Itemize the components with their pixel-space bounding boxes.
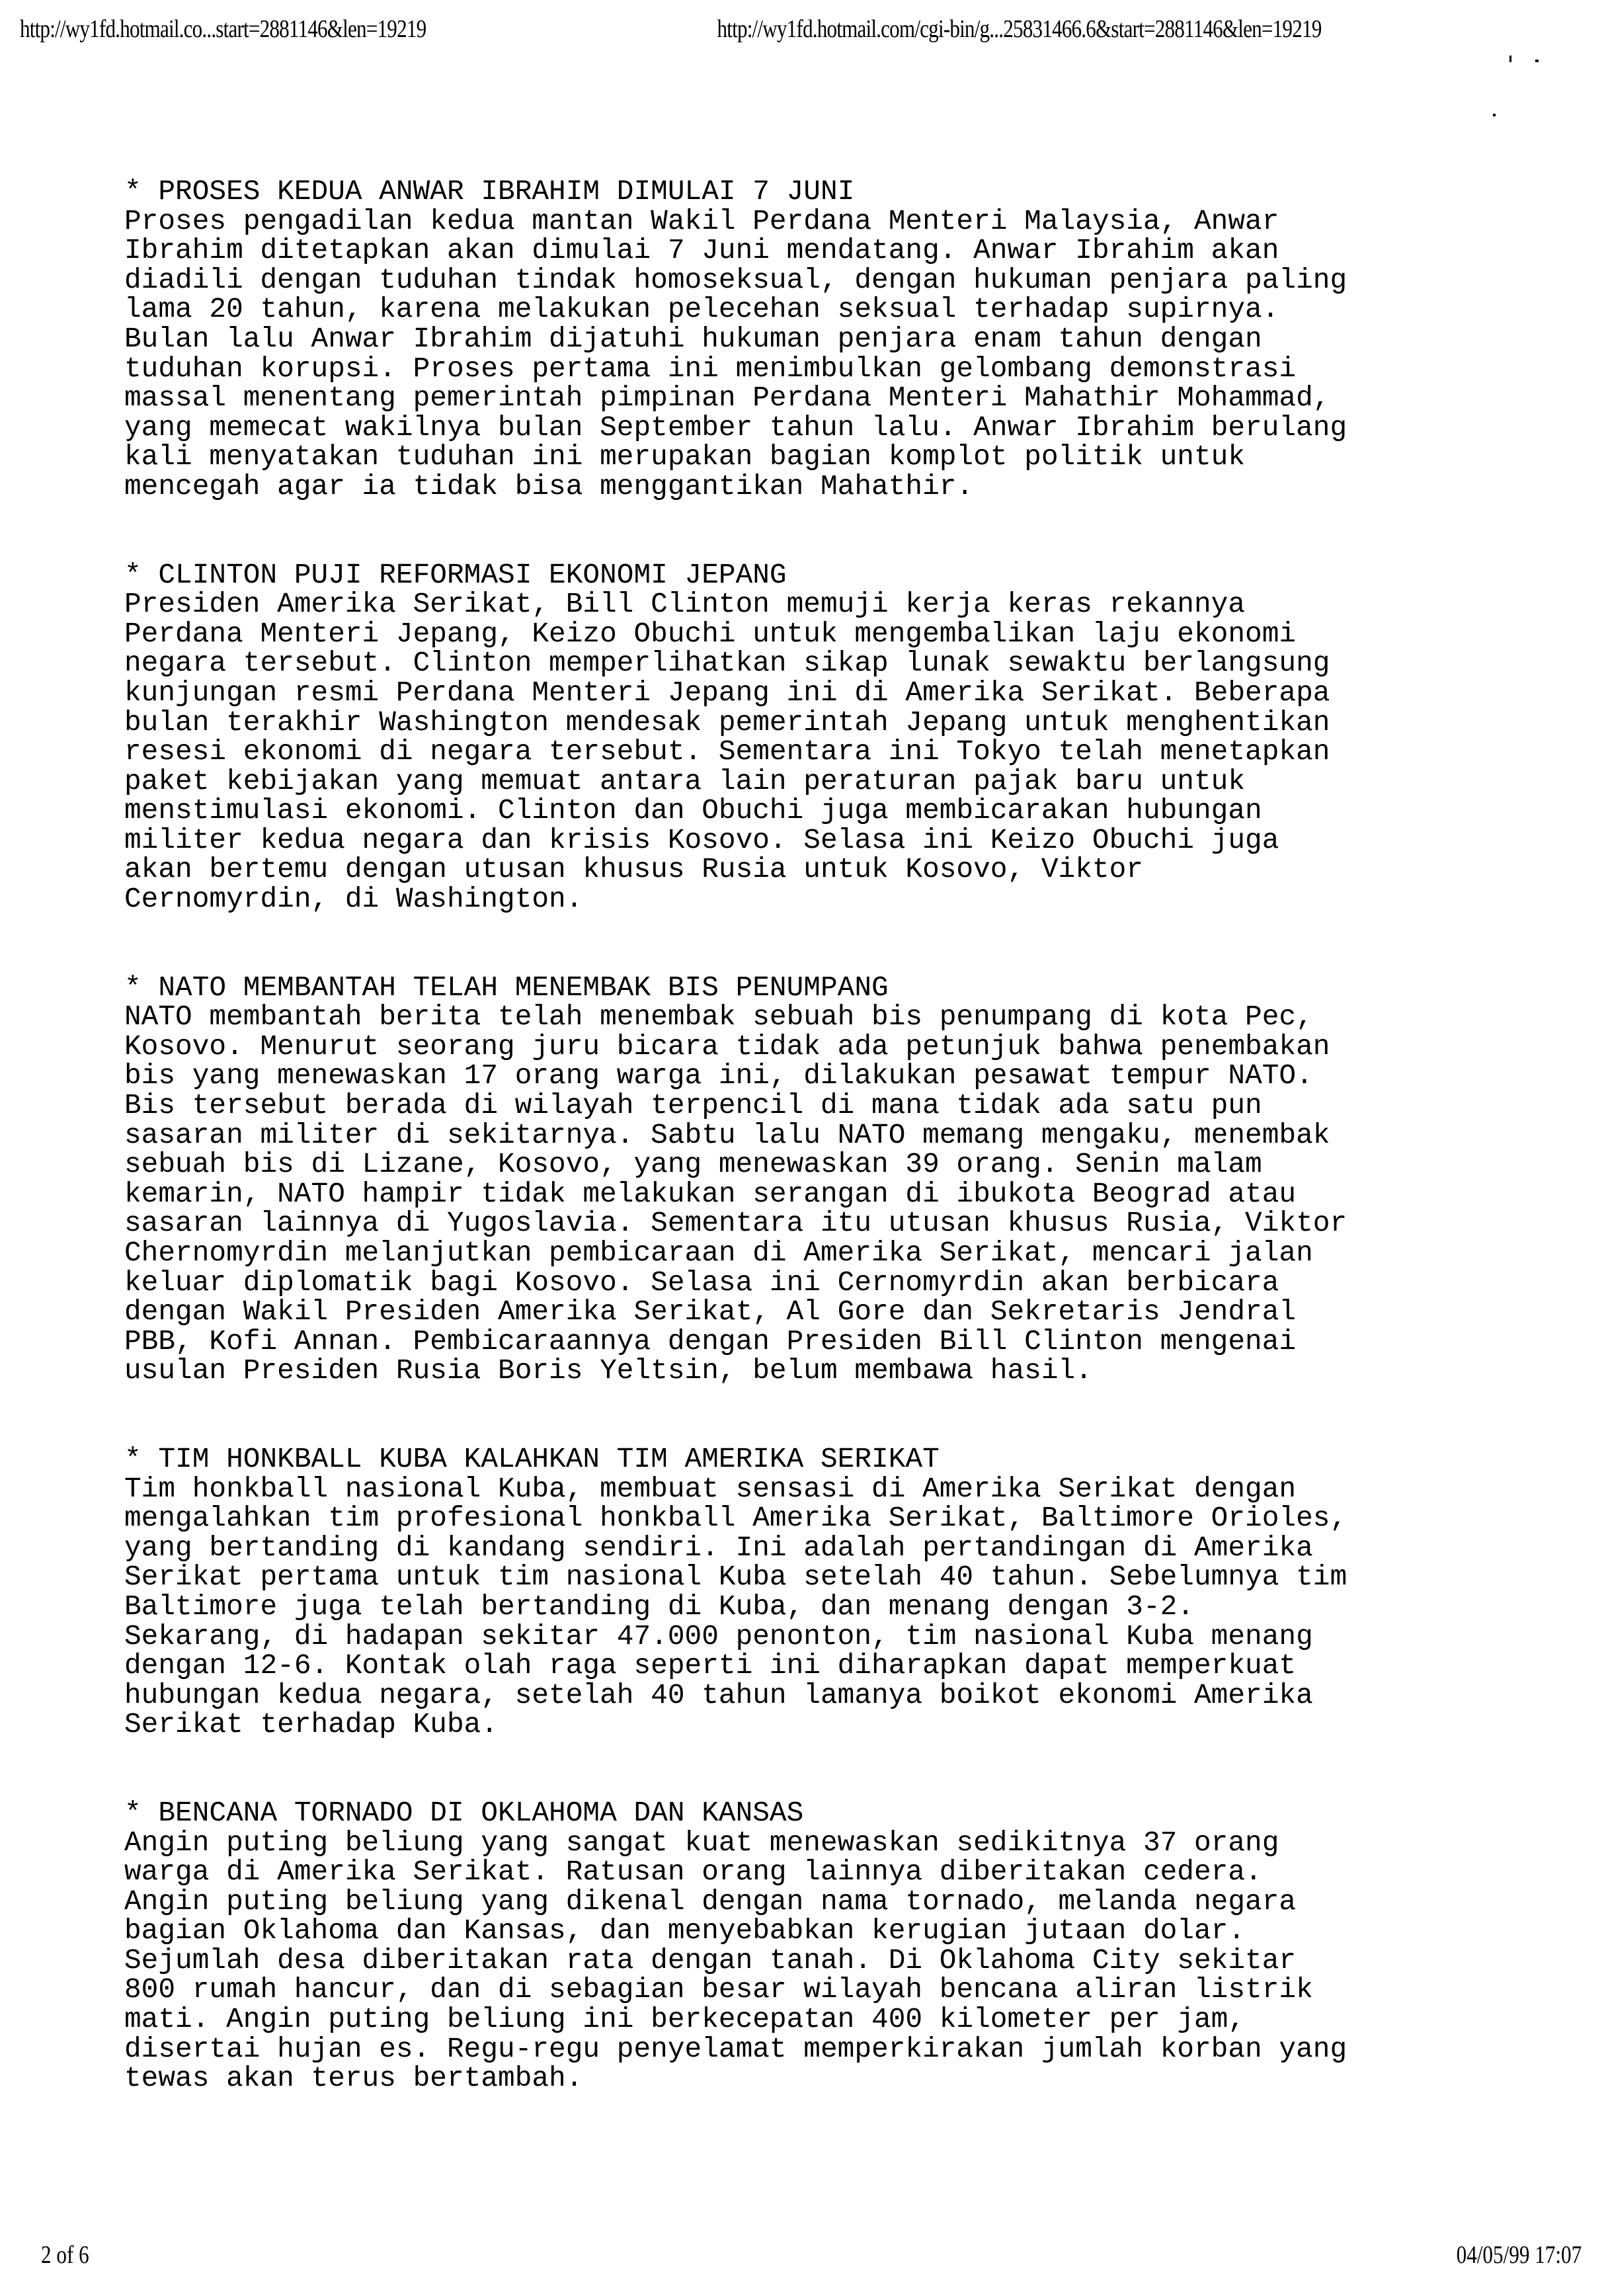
story-line: sasaran militer di sekitarnya. Sabtu lalu NATO memang mengaku, menembak bbox=[124, 1118, 1330, 1151]
story-line: yang memecat wakilnya bulan September tahun lalu. Anwar Ibrahim berulang bbox=[124, 411, 1347, 444]
story-line: Chernomyrdin melanjutkan pembicaraan di Amerika Serikat, mencari jalan bbox=[124, 1237, 1313, 1269]
story-line: 800 rumah hancur, dan di sebagian besar wilayah bencana aliran listrik bbox=[124, 1973, 1313, 2006]
story-line: kunjungan resmi Perdana Menteri Jepang ini di Amerika Serikat. Beberapa bbox=[124, 676, 1330, 709]
story-line: diadili dengan tuduhan tindak homoseksual, dengan hukuman penjara paling bbox=[124, 263, 1347, 296]
story-line: menstimulasi ekonomi. Clinton dan Obuchi juga membicarakan hubungan bbox=[124, 794, 1262, 827]
news-story bbox=[124, 1796, 1513, 2095]
news-story bbox=[124, 177, 1513, 502]
story-line: Cernomyrdin, di Washington. bbox=[124, 883, 583, 916]
story-line: sebuah bis di Lizane, Kosovo, yang menewaskan 39 orang. Senin malam bbox=[124, 1148, 1262, 1181]
story-line: warga di Amerika Serikat. Ratusan orang lainnya diberitakan cedera. bbox=[124, 1856, 1262, 1889]
story-line: negara tersebut. Clinton memperlihatkan sikap lunak sewaktu berlangsung bbox=[124, 647, 1330, 680]
story-line: Angin puting beliung yang dikenal dengan nama tornado, melanda negara bbox=[124, 1885, 1297, 1918]
story-line: resesi ekonomi di negara tersebut. Sementara ini Tokyo telah menetapkan bbox=[124, 735, 1330, 768]
news-story bbox=[124, 558, 1513, 916]
story-line: Bulan lalu Anwar Ibrahim dijatuhi hukuman penjara enam tahun dengan bbox=[124, 322, 1262, 355]
story-line: yang bertanding di kandang sendiri. Ini adalah pertandingan di Amerika bbox=[124, 1531, 1313, 1564]
story-line: Sekarang, di hadapan sekitar 47.000 penonton, tim nasional Kuba menang bbox=[124, 1620, 1313, 1653]
story-line: mengalahkan tim profesional honkball Amerika Serikat, Baltimore Orioles, bbox=[124, 1502, 1347, 1535]
story-line: NATO membantah berita telah menembak sebuah bis penumpang di kota Pec, bbox=[124, 1001, 1313, 1034]
news-story bbox=[124, 1442, 1513, 1741]
story-line: keluar diplomatik bagi Kosovo. Selasa ini Cernomyrdin akan berbicara bbox=[124, 1266, 1279, 1299]
print-timestamp: 04/05/99 17:07 bbox=[1456, 2241, 1582, 2269]
story-line: kali menyatakan tuduhan ini merupakan bagian komplot politik untuk bbox=[124, 440, 1246, 473]
header-url-short: http://wy1fd.hotmail.co...start=2881146&len=19219 bbox=[20, 15, 426, 43]
story-heading: * CLINTON PUJI REFORMASI EKONOMI JEPANG bbox=[124, 558, 787, 591]
story-line: akan bertemu dengan utusan khusus Rusia untuk Kosovo, Viktor bbox=[124, 853, 1143, 886]
story-line: mati. Angin puting beliung ini berkecepatan 400 kilometer per jam, bbox=[124, 2003, 1246, 2036]
scan-artifact bbox=[1493, 114, 1496, 116]
story-line: Bis tersebut berada di wilayah terpencil di mana tidak ada satu pun bbox=[124, 1089, 1262, 1122]
story-line: Angin puting beliung yang sangat kuat menewaskan sedikitnya 37 orang bbox=[124, 1826, 1279, 1859]
story-line: paket kebijakan yang memuat antara lain peraturan pajak baru untuk bbox=[124, 764, 1246, 798]
story-line: militer kedua negara dan krisis Kosovo. Selasa ini Keizo Obuchi juga bbox=[124, 823, 1279, 856]
scan-artifact bbox=[1535, 60, 1539, 62]
story-line: PBB, Kofi Annan. Pembicaraannya dengan Presiden Bill Clinton mengenai bbox=[124, 1325, 1297, 1358]
email-body bbox=[124, 177, 1513, 2152]
scan-artifact bbox=[1509, 56, 1511, 62]
story-line: Perdana Menteri Jepang, Keizo Obuchi untuk mengembalikan laju ekonomi bbox=[124, 617, 1297, 650]
story-heading: * TIM HONKBALL KUBA KALAHKAN TIM AMERIKA SERIKAT bbox=[124, 1442, 940, 1475]
story-line: Kosovo. Menurut seorang juru bicara tidak ada petunjuk bahwa penembakan bbox=[124, 1030, 1330, 1063]
story-heading: * NATO MEMBANTAH TELAH MENEMBAK BIS PENUMPANG bbox=[124, 971, 889, 1004]
story-line: Serikat pertama untuk tim nasional Kuba setelah 40 tahun. Sebelumnya tim bbox=[124, 1561, 1347, 1594]
story-line: massal menentang pemerintah pimpinan Perdana Menteri Mahathir Mohammad, bbox=[124, 382, 1330, 415]
story-line: sasaran lainnya di Yugoslavia. Sementara itu utusan khusus Rusia, Viktor bbox=[124, 1207, 1347, 1240]
story-line: hubungan kedua negara, setelah 40 tahun lamanya boikot ekonomi Amerika bbox=[124, 1678, 1313, 1711]
story-line: Serikat terhadap Kuba. bbox=[124, 1708, 499, 1741]
story-line: tewas akan terus bertambah. bbox=[124, 2062, 583, 2095]
story-line: Baltimore juga telah bertanding di Kuba, dan menang dengan 3-2. bbox=[124, 1590, 1194, 1623]
story-line: mencegah agar ia tidak bisa menggantikan Mahathir. bbox=[124, 470, 974, 503]
header-url-full: http://wy1fd.hotmail.com/cgi-bin/g...25831466.6&start=2881146&len=19219 bbox=[717, 15, 1322, 43]
story-line: usulan Presiden Rusia Boris Yeltsin, belum membawa hasil. bbox=[124, 1354, 1092, 1387]
story-line: bulan terakhir Washington mendesak pemerintah Jepang untuk menghentikan bbox=[124, 706, 1330, 739]
page-indicator: 2 of 6 bbox=[41, 2241, 89, 2269]
story-line: Presiden Amerika Serikat, Bill Clinton memuji kerja keras rekannya bbox=[124, 588, 1246, 621]
news-story bbox=[124, 973, 1513, 1386]
story-heading: * PROSES KEDUA ANWAR IBRAHIM DIMULAI 7 JUNI bbox=[124, 175, 855, 208]
story-line: disertai hujan es. Regu-regu penyelamat memperkirakan jumlah korban yang bbox=[124, 2032, 1347, 2065]
story-line: Tim honkball nasional Kuba, membuat sensasi di Amerika Serikat dengan bbox=[124, 1472, 1297, 1505]
print-footer bbox=[41, 2240, 1582, 2280]
story-line: bagian Oklahoma dan Kansas, dan menyebabkan kerugian jutaan dolar. bbox=[124, 1914, 1246, 1948]
story-line: Proses pengadilan kedua mantan Wakil Perdana Menteri Malaysia, Anwar bbox=[124, 204, 1279, 237]
story-line: lama 20 tahun, karena melakukan pelecehan seksual terhadap supirnya. bbox=[124, 293, 1279, 326]
story-line: dengan 12-6. Kontak olah raga seperti ini diharapkan dapat memperkuat bbox=[124, 1649, 1297, 1682]
story-line: kemarin, NATO hampir tidak melakukan serangan di ibukota Beograd atau bbox=[124, 1177, 1297, 1210]
story-line: bis yang menewaskan 17 orang warga ini, dilakukan pesawat tempur NATO. bbox=[124, 1059, 1313, 1092]
story-line: tuduhan korupsi. Proses pertama ini menimbulkan gelombang demonstrasi bbox=[124, 352, 1297, 385]
print-header bbox=[20, 15, 1322, 54]
story-heading: * BENCANA TORNADO DI OKLAHOMA DAN KANSAS bbox=[124, 1796, 804, 1829]
story-line: Sejumlah desa diberitakan rata dengan tanah. Di Oklahoma City sekitar bbox=[124, 1944, 1297, 1977]
story-line: dengan Wakil Presiden Amerika Serikat, Al Gore dan Sekretaris Jendral bbox=[124, 1295, 1297, 1329]
story-line: Ibrahim ditetapkan akan dimulai 7 Juni mendatang. Anwar Ibrahim akan bbox=[124, 234, 1279, 267]
